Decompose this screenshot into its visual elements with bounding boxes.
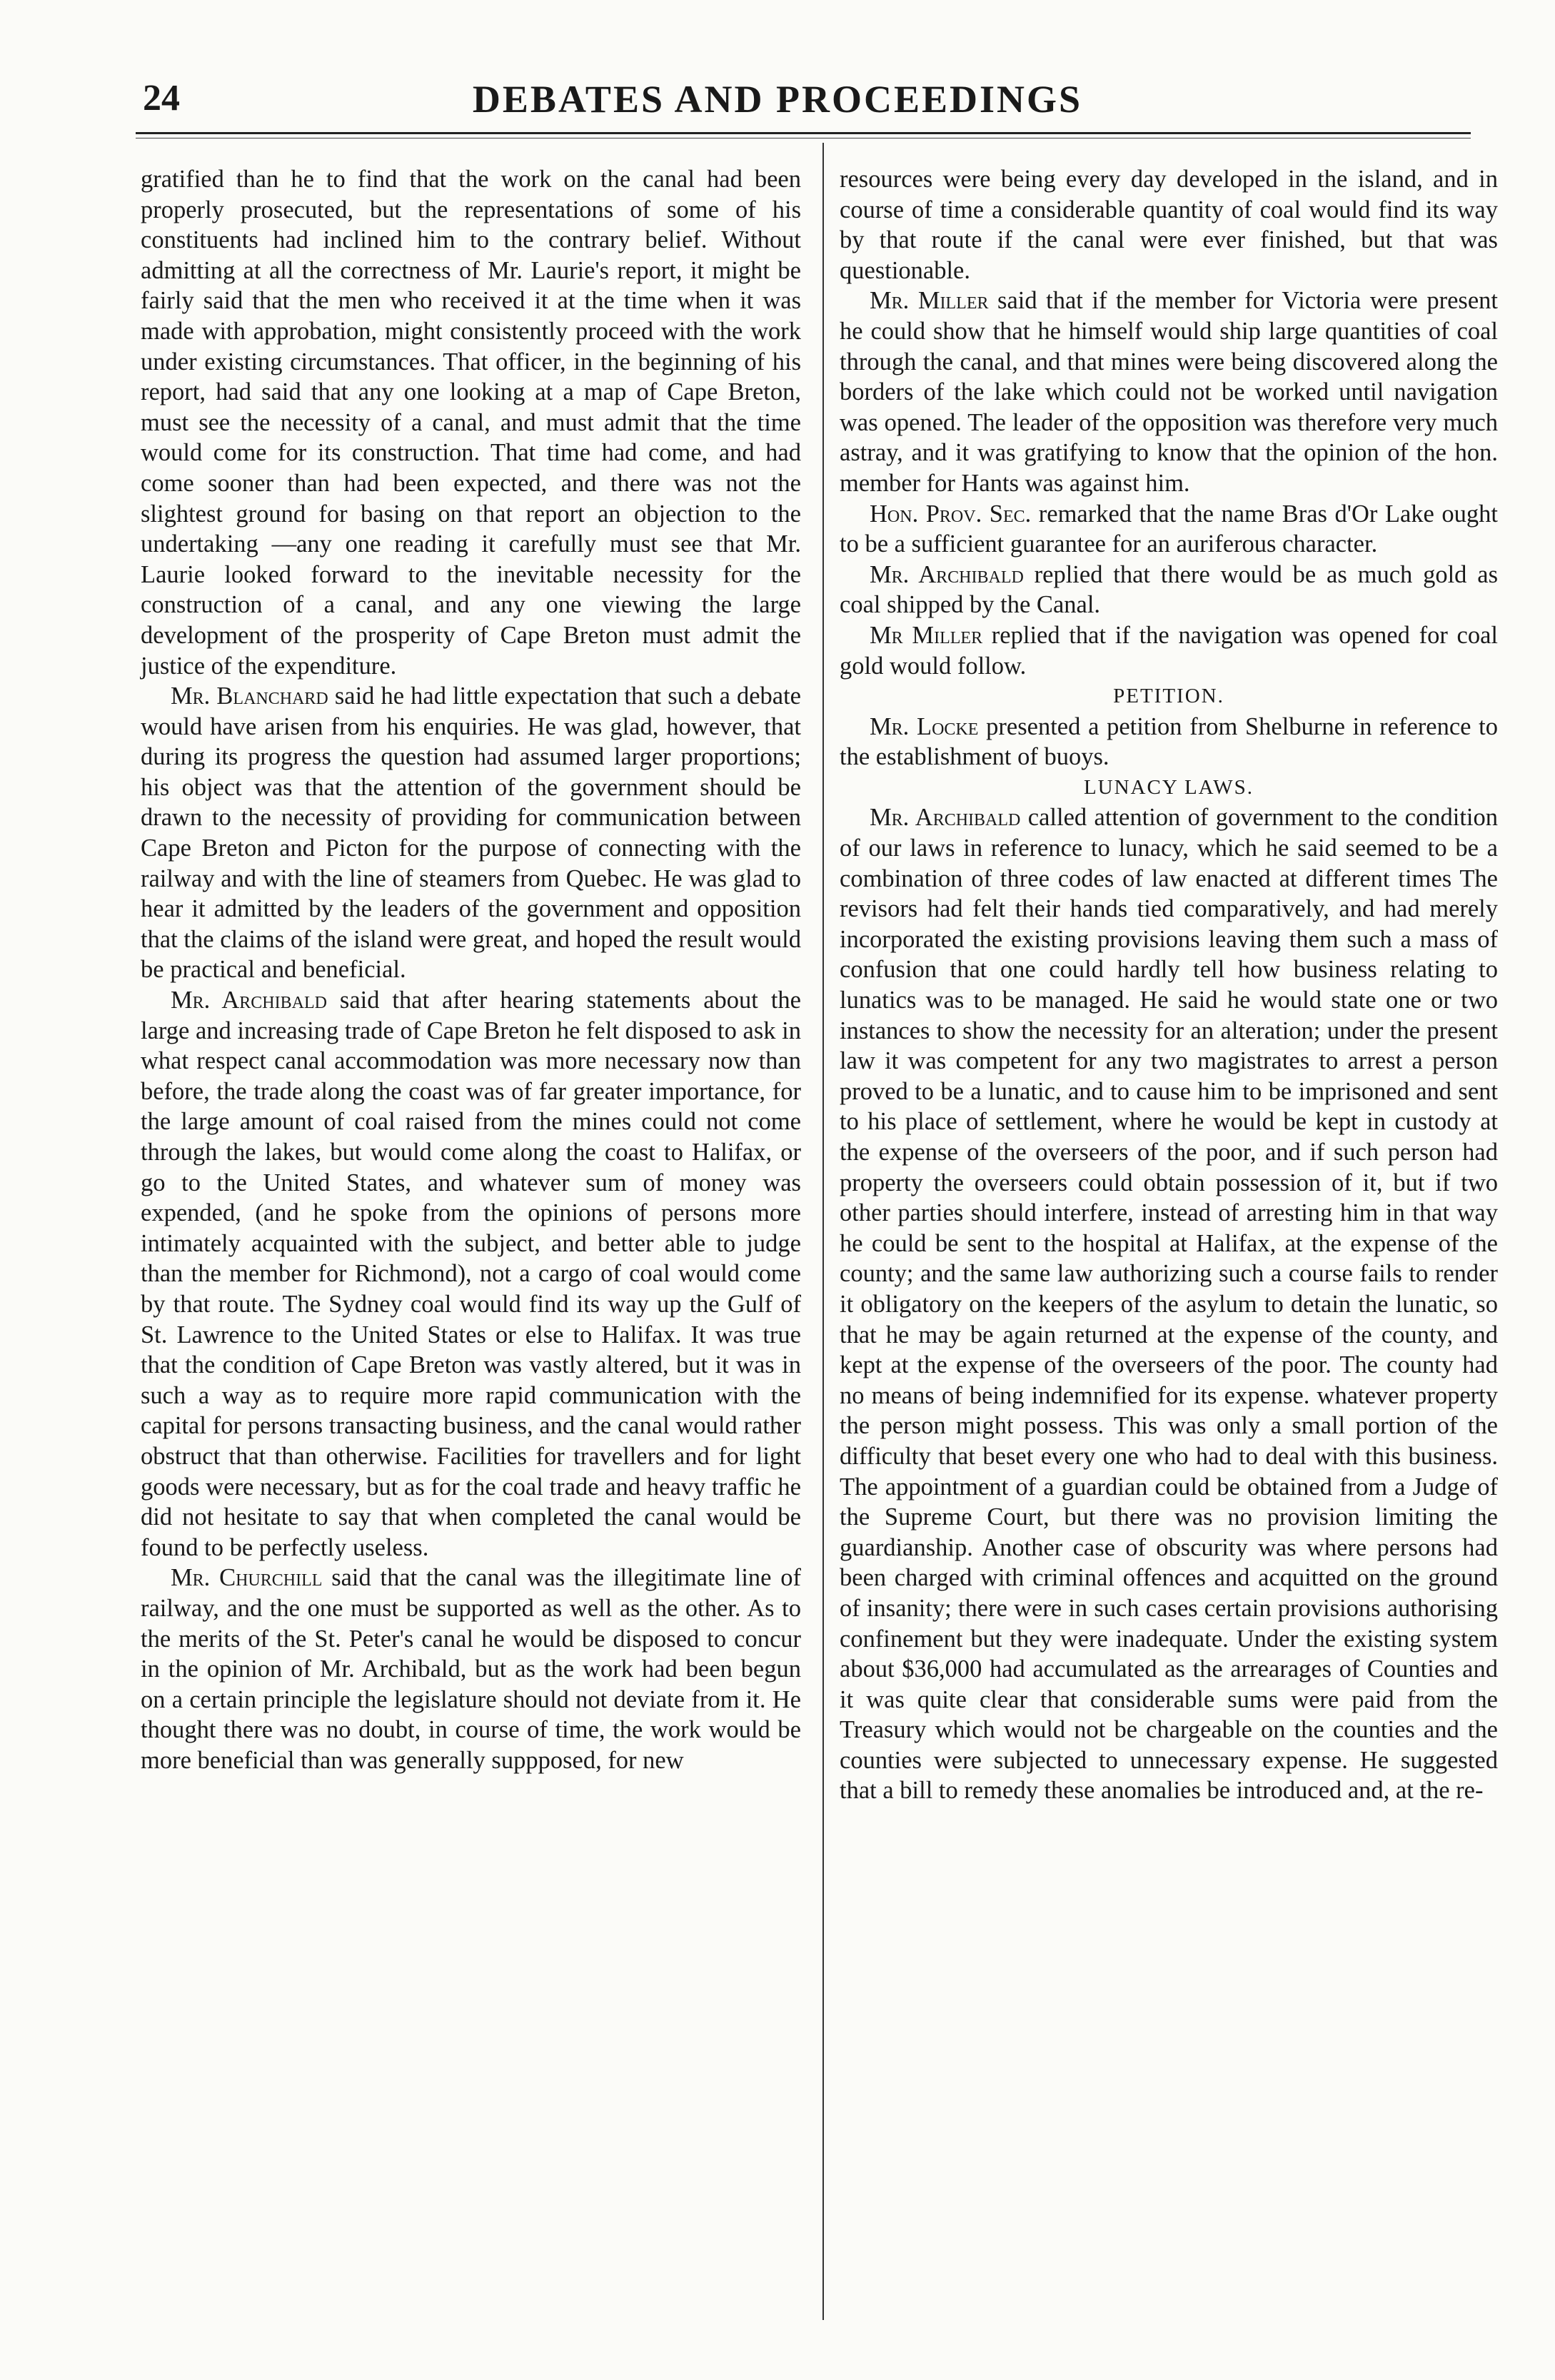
running-title: DEBATES AND PROCEEDINGS [472,78,1083,121]
speaker-name: Mr. Archibald [870,560,1024,588]
paragraph-text: replied that if the navigation was opened for coal gold would follow. [840,621,1498,680]
page-number: 24 [143,78,180,119]
paragraph-text: gratified than he to find that the work on the canal had been properly prosecuted, but the representations of some of his constituents had inclined him to the contrary belief. Without admitting at all the correctness of Mr. Laurie's report, it might be fairly said that the men who received it at the time when it was made with approbation, might consistently proceed with the work under existing circumstances. That officer, in the beginning of his report, had said that any one looking at a map of Cape Breton, must see the necessity of a canal, and must admit that the time would come for its construction. That time had come, and had come sooner than had been expected, and there was not the slightest ground for basing on that report an objection to the undertaking —any one reading it carefully must see that Mr. Laurie looked forward to the inevitable necessity for the construction of a canal, and any one viewing the large development of the prosperity of Cape Breton must admit the justice of the expenditure. [141,166,801,680]
speaker-name: Hon. Prov. Sec. [870,500,1032,528]
paragraph [840,802,1498,1806]
speaker-name: Mr. Locke [870,712,979,740]
paragraph-text: said he had little expectation that such a debate would have arisen from his enquiries. He was glad, however, that during its progress the question had assumed larger proportions; his object was that the attention of the government should be drawn to the necessity of providing for communication between Cape Breton and Picton for the purpose of connecting with the railway and with the line of steamers from Quebec. He was glad to hear it admitted by the leaders of the government and opposition that the claims of the island were great, and hoped the result would be practical and beneficial. [141,682,801,984]
paragraph-text: said that if the member for Victoria were present he could show that he himself would ship large quantities of coal through the canal, and that mines were being discovered along the borders of the lake which could not be worked until navigation was opened. The leader of the opposition was therefore very much astray, and it was gratifying to know that the opinion of the hon. member for Hants was against him. [840,287,1498,497]
column-divider [822,143,824,2320]
paragraph-text: presented a petition from Shelburne in reference to the establishment of buoys. [840,712,1498,771]
speaker-name: Mr. Miller [870,287,989,315]
speaker-name: Mr. Blanchard [171,682,328,710]
speaker-name: Mr. Churchill [171,1564,323,1592]
page-header [0,56,1555,134]
paragraph [840,560,1498,620]
section-heading-petition: PETITION. [1113,685,1224,708]
paragraph-text: replied that there would be as much gold as coal shipped by the Canal. [840,560,1498,619]
right-column [840,164,1498,1806]
paragraph [141,985,801,1563]
speaker-name: Mr Miller [870,621,983,649]
left-column [141,164,801,1775]
paragraph-text: called attention of government to the condition of our laws in reference to lunacy, which he said seemed to be a combination of three codes of law enacted at different times The revisors had felt their hands tied comparatively, and had merely incorporated the existing provisions leaving them such a mass of confusion that one could hardly tell how business relating to lunatics was to be managed. He said he would state one or two instances to show the necessity for an alteration; under the present law it was competent for any two magistrates to arrest a person proved to be a lunatic, and to cause him to be imprisoned and sent to his place of settlement, where he would be kept in custody at the expense of the overseers of the poor, and if such person had property the overseers could obtain possession of it, but if two other parties should interfere, instead of arresting him in that way he could be sent to the hospital at Halifax, at the expense of the county; and the same law authorizing such a course fails to render it obligatory on the keepers of the asylum to detain the lunatic, so that he may be again returned at the expense of the county, and kept at the expense of the overseers of the poor. The county had no means of being indemnified for its expense. whatever property the person might possess. This was only a small portion of the difficulty that beset every one who had to deal with this business. The appointment of a guardian could be obtained from a Judge of the Supreme Court, but there was no provision limiting the guardianship. Another case of obscurity was where persons had been charged with criminal offences and acquitted on the ground of insanity; there were in such cases certain provisions authorising confinement but they were inadequate. Under the existing system about $36,000 had accumulated as the arrearages of Counties and it was quite clear that considerable sums were paid from the Treasury which would not be chargeable on the counties and the counties were subjected to unnecessary expense. He suggested that a bill to remedy these anomalies be introduced and, at the re- [840,804,1498,1805]
section-heading-lunacy-laws: LUNACY LAWS. [1083,775,1254,799]
paragraph [840,164,1498,286]
paragraph-text: said that the canal was the illegitimate line of railway, and the one must be supported as well as the other. As to the merits of the St. Peter's canal he would be disposed to concur in the opinion of Mr. Archibald, but as the work had been begun on a certain principle the legislature should not deviate from it. He thought there was no doubt, in course of time, the work would be more beneficial than was generally suppposed, for new [141,1564,801,1774]
paragraph [141,1563,801,1775]
speaker-name: Mr. Archibald [870,804,1021,832]
paragraph [840,620,1498,681]
paragraph-text: resources were being every day developed in the island, and in course of time a considerable quantity of coal would find its way by that route if the canal were ever finished, but that was questionable. [840,166,1498,284]
paragraph [840,286,1498,498]
paragraph [141,164,801,681]
paragraph [840,712,1498,772]
speaker-name: Mr. Archibald [171,987,327,1014]
paragraph-text: said that after hearing statements about the large and increasing trade of Cape Breton he felt disposed to ask in what respect canal accommodation was more necessary now than before, the trade along the coast was of far greater importance, for the large amount of coal raised from the mines could not come through the lakes, but would come along the coast to Halifax, or go to the United States, and whatever sum of money was expended, (and he spoke from the opinions of persons more intimately acquainted with the subject, and better able to judge than the member for Richmond), not a cargo of coal would come by that route. The Sydney coal would find its way up the Gulf of St. Lawrence to the United States or else to Halifax. It was true that the condition of Cape Breton was vastly altered, but it was in such a way as to require more rapid communication with the capital for persons transacting business, and the canal would rather obstruct that than otherwise. Facilities for travellers and for light goods were necessary, but as for the coal trade and heavy traffic he did not hesitate to say that when completed the canal would be found to be perfectly useless. [141,987,801,1561]
paragraph-text: remarked that the name Bras d'Or Lake ought to be a sufficient guarantee for an auriferous character. [840,500,1498,558]
header-rule [136,132,1471,134]
paragraph [840,499,1498,560]
paragraph [141,681,801,985]
